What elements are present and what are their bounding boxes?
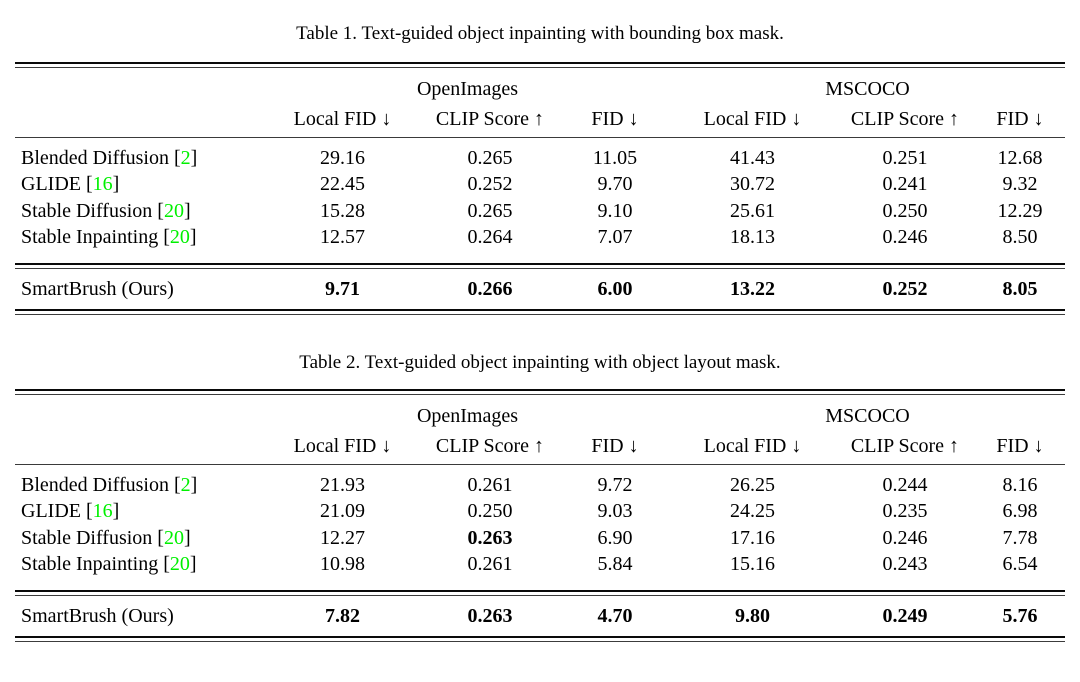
method-name: Blended Diffusion: [21, 146, 169, 169]
value-cell: 15.16: [730, 553, 775, 576]
citation-link[interactable]: [86, 500, 119, 522]
citation-number: 20: [169, 553, 190, 576]
value-cell: 5.76: [1002, 604, 1038, 627]
value-cell: 0.246: [882, 226, 928, 249]
table1-caption: Table 1. Text-guided object inpainting with bounding box mask.: [296, 23, 784, 44]
method-name: GLIDE: [21, 173, 81, 196]
table-row: [15, 145, 1065, 172]
table-row: [15, 525, 1065, 552]
metric-header-fid: FID ↓: [591, 108, 639, 130]
value-cell: 0.266: [467, 277, 513, 300]
value-cell: 11.05: [592, 146, 638, 169]
table1-metric-header-row: [15, 106, 1065, 133]
table1-body: [15, 138, 1065, 259]
value-cell: 13.22: [730, 277, 775, 300]
value-cell: 0.252: [882, 277, 928, 300]
bracket: [: [85, 173, 93, 196]
method-cell: [15, 173, 265, 196]
bracket: ]: [190, 473, 198, 496]
table2-bottom-rule: [15, 636, 1065, 642]
value-cell: 0.264: [467, 226, 513, 249]
table-row: [15, 552, 1065, 579]
value-cell: 0.250: [882, 199, 928, 222]
value-cell: 6.98: [1002, 500, 1038, 523]
value-cell: 17.16: [730, 526, 775, 549]
value-cell: 9.03: [597, 500, 633, 523]
metric-header-clip-score: CLIP Score ↑: [850, 108, 960, 130]
value-cell: 7.07: [597, 226, 633, 249]
value-cell: 12.68: [997, 146, 1043, 169]
table-row: [15, 172, 1065, 199]
value-cell: 9.71: [325, 277, 360, 300]
group-header-openimages: OpenImages: [416, 404, 519, 427]
citation-link[interactable]: [174, 147, 197, 169]
bracket: [: [85, 500, 93, 523]
value-cell: 9.80: [735, 604, 770, 627]
table2-metric-header-row: [15, 433, 1065, 460]
citation-link[interactable]: [157, 200, 190, 222]
metric-header-clip-score: CLIP Score ↑: [435, 435, 545, 457]
method-cell: [15, 527, 265, 550]
bracket: [: [173, 146, 181, 169]
table2-caption: Table 2. Text-guided object inpainting with object layout mask.: [299, 352, 781, 373]
value-cell: 21.93: [320, 473, 365, 496]
citation-link[interactable]: [174, 474, 197, 496]
ours-row: [15, 596, 1065, 636]
value-cell: 9.10: [597, 199, 633, 222]
bracket: [: [163, 553, 170, 576]
metric-header-fid: FID ↓: [996, 435, 1044, 457]
metric-header-fid: FID ↓: [996, 108, 1044, 130]
value-cell: 15.28: [320, 199, 365, 222]
method-cell: [15, 500, 265, 523]
citation-link[interactable]: [157, 527, 190, 549]
value-cell: 0.249: [882, 604, 928, 627]
table-row: [15, 225, 1065, 252]
value-cell: 25.61: [730, 199, 775, 222]
value-cell: 29.16: [320, 146, 365, 169]
value-cell: 0.261: [467, 473, 513, 496]
value-cell: 12.29: [997, 199, 1043, 222]
bracket: ]: [183, 526, 191, 549]
value-cell: 18.13: [730, 226, 775, 249]
value-cell: 9.70: [597, 173, 633, 196]
bracket: [: [157, 526, 164, 549]
bracket: ]: [189, 226, 197, 249]
table1: [15, 62, 1065, 315]
value-cell: 8.16: [1002, 473, 1038, 496]
value-cell: 12.27: [320, 526, 365, 549]
value-cell: 9.32: [1002, 173, 1038, 196]
value-cell: 10.98: [320, 553, 365, 576]
bracket: [: [157, 199, 164, 222]
value-cell: 24.25: [730, 500, 775, 523]
value-cell: 26.25: [730, 473, 775, 496]
metric-header-clip-score: CLIP Score ↑: [435, 108, 545, 130]
metric-header-clip-score: CLIP Score ↑: [850, 435, 960, 457]
citation-number: 2: [180, 146, 191, 169]
value-cell: 0.243: [882, 553, 928, 576]
bracket: ]: [112, 500, 120, 523]
metric-header-local-fid: Local FID ↓: [703, 108, 802, 130]
value-cell: 0.235: [882, 500, 928, 523]
table2: [15, 389, 1065, 642]
method-cell: [15, 553, 265, 576]
citation-number: 20: [169, 226, 190, 249]
bracket: [: [163, 226, 170, 249]
table1-group-header-row: [15, 68, 1065, 106]
value-cell: 7.82: [325, 604, 360, 627]
table2-group-header-row: [15, 395, 1065, 433]
value-cell: 0.265: [467, 146, 513, 169]
method-cell: SmartBrush (Ours): [21, 277, 174, 300]
citation-number: 2: [180, 473, 191, 496]
method-cell: SmartBrush (Ours): [21, 604, 174, 627]
metric-header-fid: FID ↓: [591, 435, 639, 457]
value-cell: 0.244: [882, 473, 928, 496]
group-header-openimages: OpenImages: [416, 77, 519, 100]
value-cell: 0.241: [882, 173, 928, 196]
value-cell: 0.251: [882, 146, 928, 169]
bracket: ]: [183, 199, 191, 222]
value-cell: 9.72: [597, 473, 633, 496]
value-cell: 41.43: [730, 146, 775, 169]
group-header-mscoco: MSCOCO: [825, 77, 910, 100]
bracket: ]: [190, 146, 198, 169]
value-cell: 0.261: [467, 553, 513, 576]
value-cell: 0.265: [467, 199, 513, 222]
value-cell: 4.70: [597, 604, 633, 627]
table1-bottom-rule: [15, 309, 1065, 315]
citation-number: 20: [163, 199, 184, 222]
value-cell: 12.57: [320, 226, 365, 249]
value-cell: 30.72: [730, 173, 775, 196]
value-cell: 22.45: [320, 173, 365, 196]
method-cell: [15, 147, 265, 170]
metric-header-local-fid: Local FID ↓: [293, 108, 392, 130]
value-cell: 6.00: [597, 277, 633, 300]
table-row: [15, 472, 1065, 499]
value-cell: 0.252: [467, 173, 513, 196]
citation-link[interactable]: [86, 173, 119, 195]
method-cell: [15, 474, 265, 497]
value-cell: 7.78: [1002, 526, 1038, 549]
ours-row: [15, 269, 1065, 309]
value-cell: 0.250: [467, 500, 513, 523]
value-cell: 5.84: [597, 553, 633, 576]
method-name: Blended Diffusion: [21, 473, 169, 496]
value-cell: 6.90: [597, 526, 633, 549]
bracket: [: [173, 473, 181, 496]
value-cell: 21.09: [320, 500, 365, 523]
metric-header-local-fid: Local FID ↓: [703, 435, 802, 457]
bracket: ]: [112, 173, 120, 196]
table2-body: [15, 465, 1065, 586]
method-cell: [15, 200, 265, 223]
bracket: ]: [189, 553, 197, 576]
method-name: Stable Inpainting: [21, 226, 159, 249]
group-header-mscoco: MSCOCO: [825, 404, 910, 427]
method-name: GLIDE: [21, 500, 81, 523]
metric-header-local-fid: Local FID ↓: [293, 435, 392, 457]
table-row: [15, 499, 1065, 526]
value-cell: 8.50: [1002, 226, 1038, 249]
value-cell: 0.246: [882, 526, 928, 549]
citation-link[interactable]: [163, 553, 196, 575]
method-name: Stable Diffusion: [21, 199, 153, 222]
citation-number: 20: [163, 526, 184, 549]
value-cell: 0.263: [467, 526, 513, 549]
table-row: [15, 198, 1065, 225]
value-cell: 6.54: [1002, 553, 1038, 576]
value-cell: 0.263: [467, 604, 513, 627]
citation-link[interactable]: [163, 226, 196, 248]
citation-number: 16: [92, 173, 113, 196]
method-cell: [15, 226, 265, 249]
method-name: Stable Diffusion: [21, 526, 153, 549]
citation-number: 16: [92, 500, 113, 523]
method-name: Stable Inpainting: [21, 553, 159, 576]
value-cell: 8.05: [1002, 277, 1038, 300]
